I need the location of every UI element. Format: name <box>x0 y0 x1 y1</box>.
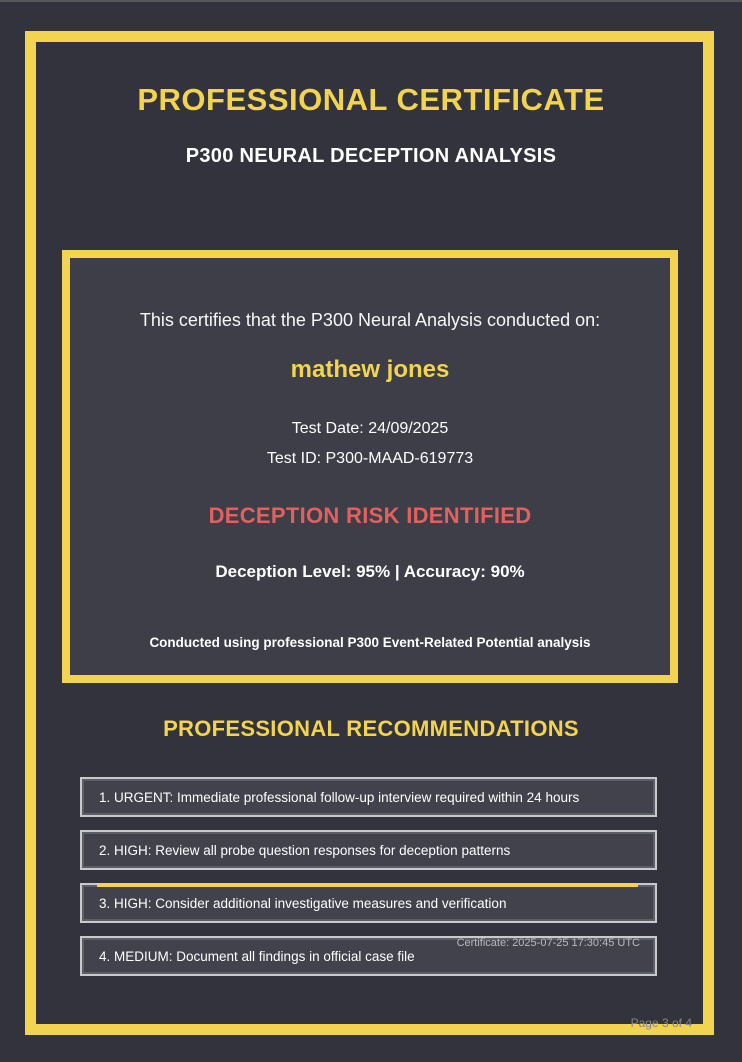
page-title: PROFESSIONAL CERTIFICATE <box>137 82 605 117</box>
subject-name: mathew jones <box>290 356 450 383</box>
certificate-timestamp: Certificate: 2025-07-25 17:30:45 UTC <box>456 937 640 949</box>
yellow-accent-stripe <box>97 883 638 887</box>
certificate-panel <box>62 250 678 683</box>
risk-status: DECEPTION RISK IDENTIFIED <box>208 503 532 528</box>
recommendation-item: 2. HIGH: Review all probe question responses for deception patterns <box>80 830 657 870</box>
certify-intro-text: This certifies that the P300 Neural Analysis conducted on: <box>139 310 601 330</box>
method-note: Conducted using professional P300 Event-Related Potential analysis <box>149 635 591 650</box>
test-id: Test ID: P300-MAAD-619773 <box>266 450 474 467</box>
page-subtitle: P300 NEURAL DECEPTION ANALYSIS <box>185 145 557 167</box>
page-number: Page 3 of 4 <box>630 1016 692 1030</box>
recommendation-item: 1. URGENT: Immediate professional follow-up interview required within 24 hours <box>80 777 657 817</box>
window-top-edge <box>0 0 742 2</box>
deception-metrics: Deception Level: 95% | Accuracy: 90% <box>215 562 525 581</box>
recommendation-item: 4. MEDIUM: Document all findings in official case file <box>80 936 657 976</box>
recommendations-heading: PROFESSIONAL RECOMMENDATIONS <box>163 716 579 741</box>
test-date: Test Date: 24/09/2025 <box>291 420 449 437</box>
recommendation-item: 3. HIGH: Consider additional investigative measures and verification <box>80 883 657 923</box>
